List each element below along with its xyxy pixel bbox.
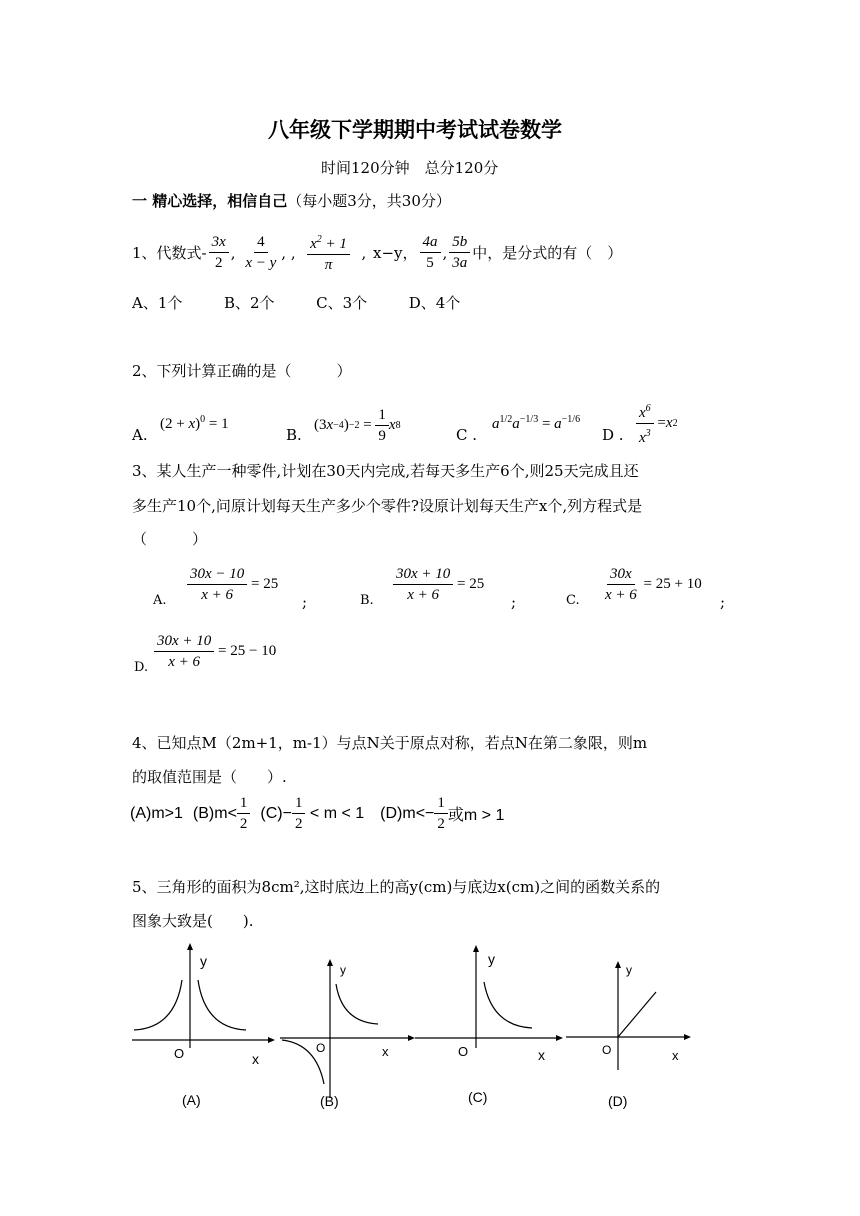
q3-option-a-expr: $\frac{30x - 10}{x + 6}$ = 25 [187,565,278,604]
q5-line1: 5、三角形的面积为8cm²,这时底边上的高y(cm)与底边x(cm)之间的函数关系的 [132,878,661,896]
graph-b [280,959,415,1109]
q2-label-a: A. [132,426,148,444]
graph-d [566,961,691,1109]
section-heading [132,190,451,211]
q1-frac-2: $\frac{4}{x - y}$ [245,234,277,271]
q1-option-b: B、2个 [223,294,275,312]
q2-option-d-expr: $\frac{x^6}{x^3}$ = x 2 [636,400,678,447]
q1-expr-xy: x−y， [373,244,418,262]
q3-label-a: A. [153,593,167,608]
q2-stem: 2、下列计算正确的是（ ） [132,362,352,380]
q1-option-a: A、1个 [132,294,183,312]
svg-text:x: x [672,1048,679,1063]
q1-options [132,292,460,313]
question-1: 1、代数式- $\frac{3x}{2}$ , $\frac{4}{x - y}$ , , $\frac{x^2 + 1}{\pi}$ , x−y， $\frac{4a}{5}$ , $\frac{5b}{3a}$ 中，是分式的有（ ） [132,231,622,274]
svg-text:y: y [488,951,495,967]
q4-line1: 4、已知点M（2m+1，m-1）与点N关于原点对称，若点N在第二象限，则m [132,734,648,752]
svg-text:O: O [458,1044,469,1059]
graph-c [415,945,563,1105]
q1-option-d: D、4个 [408,294,461,312]
graph-d-label: (D) [608,1093,628,1109]
graph-a-label: (A) [182,1092,201,1108]
q3-options-row1: A. $\frac{30x - 10}{x + 6}$ = 25 ; B. $\frac{30x + 10}{x + 6}$ = 25 ; C. $\frac{30x}{x + 6}$ = 25 + 10 ; [153,566,726,611]
q3-option-c-expr: $\frac{30x}{x + 6}$ = 25 + 10 [605,566,702,603]
svg-text:O: O [316,1041,326,1055]
section-heading-note: （每小题3分，共30分） [287,192,451,210]
q3-label-c: C. [566,593,580,608]
q2-option-c-expr: $a^{1/2}a^{-1/3} = a^{-1/6}$ [492,414,581,432]
q3-option-b-expr: $\frac{30x + 10}{x + 6}$ = 25 [393,565,484,604]
q4-option-d: (D)m<− [380,804,435,822]
q2-label-c: C . [456,426,478,444]
svg-text:y: y [200,953,207,969]
q4-option-a: (A)m>1 [130,804,183,822]
q2-option-b-expr: (3 x −4 ) −2 = $\frac{1}{9}$ x 8 [314,407,401,444]
q3-label-d: D. [134,660,149,675]
graph-a [132,943,275,1108]
q4-line2: 的取值范围是（ ）. [132,768,287,786]
svg-text:x: x [538,1047,545,1063]
q3-line2: 多生产10个,问原计划每天生产多少个零件?设原计划每天生产x个,列方程式是 [132,497,643,515]
q3-line3: （ ） [132,530,208,548]
q4-options: (A)m>1 (B)m< $\frac{1}{2}$ (C)− $\frac{1}{2}$ < m < 1 (D)m<− $\frac{1}{2}$ 或m > 1 [130,795,505,832]
q3-label-b: B. [360,593,374,608]
graph-c-label: (C) [468,1089,488,1105]
svg-text:O: O [602,1043,612,1057]
q2-label-b: B. [286,426,302,444]
svg-text:x: x [252,1051,259,1067]
q1-suffix: 中，是分式的有（ ） [472,244,623,262]
svg-text:x: x [382,1044,389,1059]
q3-options-row2 [134,632,434,680]
page-subtitle: 时间120分钟 总分120分 [321,159,499,177]
section-heading-title: 一 精心选择，相信自己 [132,192,288,210]
q1-frac-4: $\frac{4a}{5}$ [420,233,441,272]
svg-text:O: O [174,1046,185,1061]
q1-prefix: 1、代数式- [132,244,207,262]
q3-option-d-expr: $\frac{30x + 10}{x + 6}$ = 25 − 10 [154,632,276,671]
svg-text:y: y [340,963,346,977]
svg-text:y: y [626,963,632,977]
q1-frac-3: $\frac{x^2 + 1}{\pi}$ [307,231,350,274]
q5-line2: 图象大致是( ). [132,912,254,930]
q2-label-d: D . [602,426,624,444]
q1-frac-1: $\frac{3x}{2}$ [209,233,229,272]
q1-frac-5: $\frac{5b}{3a}$ [449,233,470,272]
q2-option-a-expr: $(2 + x)^0 = 1$ [160,414,229,432]
q5-graphs [120,940,720,1120]
q2-options [132,400,732,448]
q1-option-c: C、3个 [316,294,368,312]
q4-option-c: (C)− [260,804,292,822]
graph-b-label: (B) [320,1093,339,1109]
q4-option-b: (B)m< [192,804,237,822]
page-title: 八年级下学期期中考试试卷数学 [268,117,562,142]
q3-line1: 3、某人生产一种零件,计划在30天内完成,若每天多生产6个,则25天完成且还 [132,462,639,480]
